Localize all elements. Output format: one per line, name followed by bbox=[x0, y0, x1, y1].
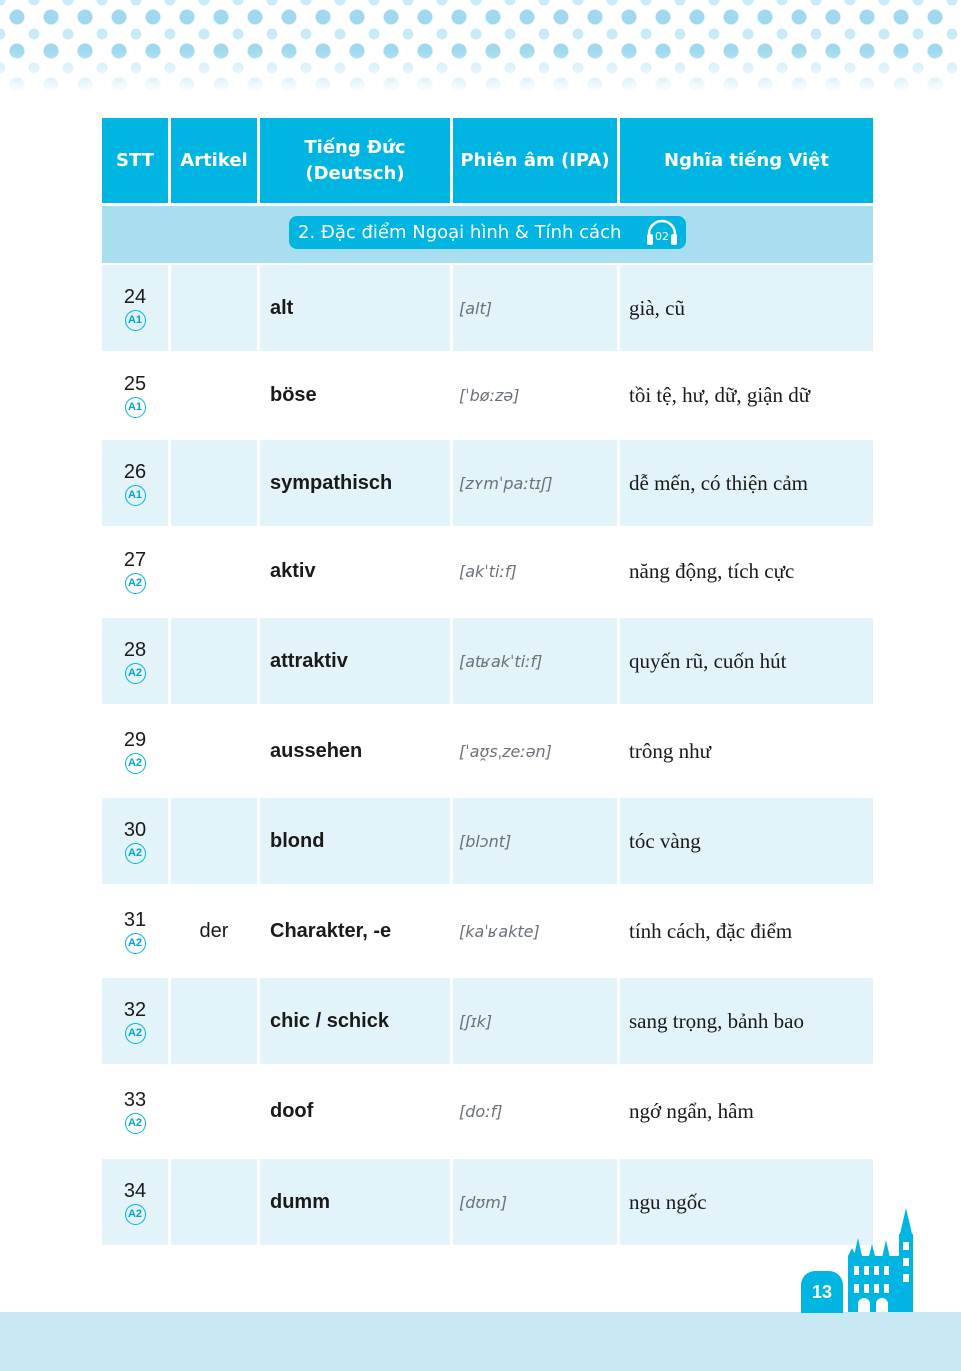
ipa-transcription: [blɔnt] bbox=[453, 798, 617, 884]
artikel-cell: der bbox=[199, 919, 229, 942]
level-badge: A2 bbox=[125, 753, 146, 774]
german-word: böse bbox=[270, 383, 317, 406]
german-word: dumm bbox=[260, 1159, 450, 1245]
row-number: 25 bbox=[123, 373, 147, 395]
artikel-cell bbox=[171, 352, 257, 438]
header-ipa: Phiên âm (IPA) bbox=[453, 118, 617, 203]
header-german-line2: (Deutsch) bbox=[305, 162, 405, 184]
table-header bbox=[102, 118, 873, 203]
table-row bbox=[102, 978, 873, 1064]
row-number: 30 bbox=[123, 819, 147, 841]
artikel-cell bbox=[171, 798, 257, 884]
page-number: 13 bbox=[801, 1271, 843, 1313]
ipa-transcription: [ʃɪk] bbox=[453, 978, 617, 1064]
row-number: 27 bbox=[123, 549, 147, 571]
german-word: Charakter, -e bbox=[270, 919, 392, 942]
level-badge: A2 bbox=[125, 1204, 146, 1225]
ipa-transcription: [atʁakˈtiːf] bbox=[453, 618, 617, 704]
ipa-transcription: [ˈaʊ̯sˌzeːən] bbox=[459, 741, 552, 761]
stt-cell bbox=[102, 708, 168, 794]
row-number: 34 bbox=[123, 1180, 147, 1202]
headphones-icon[interactable] bbox=[645, 219, 679, 247]
stt-cell bbox=[102, 888, 168, 974]
header-german-line1: Tiếng Đức bbox=[304, 136, 406, 158]
german-word: blond bbox=[260, 798, 450, 884]
german-word: aussehen bbox=[270, 739, 363, 762]
row-number: 26 bbox=[123, 461, 147, 483]
row-number: 31 bbox=[123, 909, 147, 931]
vietnamese-meaning: già, cũ bbox=[620, 265, 873, 351]
artikel-cell bbox=[171, 1159, 257, 1245]
artikel-cell bbox=[171, 265, 257, 351]
artikel-cell bbox=[171, 618, 257, 704]
level-badge: A1 bbox=[125, 485, 146, 506]
footer-band bbox=[0, 1312, 961, 1371]
stt-cell bbox=[102, 978, 168, 1064]
vietnamese-meaning: tính cách, đặc điểm bbox=[629, 918, 793, 943]
vocabulary-table bbox=[102, 118, 873, 203]
stt-cell bbox=[102, 528, 168, 614]
level-badge: A2 bbox=[125, 573, 146, 594]
stt-cell bbox=[102, 1159, 168, 1245]
german-word: doof bbox=[270, 1099, 314, 1122]
table-row bbox=[102, 352, 873, 438]
table-row bbox=[102, 888, 873, 974]
level-badge: A2 bbox=[125, 663, 146, 684]
german-word: aktiv bbox=[270, 559, 316, 582]
ipa-transcription: [zʏmˈpaːtɪʃ] bbox=[453, 440, 617, 526]
table-row bbox=[102, 798, 873, 884]
vietnamese-meaning: sang trọng, bảnh bao bbox=[620, 978, 873, 1064]
vietnamese-meaning: quyến rũ, cuốn hút bbox=[620, 618, 873, 704]
stt-cell bbox=[102, 798, 168, 884]
ipa-transcription: [kaˈʁakte] bbox=[459, 921, 540, 941]
level-badge: A1 bbox=[125, 310, 146, 331]
artikel-cell bbox=[171, 440, 257, 526]
row-number: 28 bbox=[123, 639, 147, 661]
artikel-cell bbox=[171, 528, 257, 614]
vietnamese-meaning: ngu ngốc bbox=[620, 1159, 873, 1245]
table-row bbox=[102, 265, 873, 351]
stt-cell bbox=[102, 618, 168, 704]
row-number: 24 bbox=[123, 286, 147, 308]
artikel-cell bbox=[171, 1068, 257, 1154]
vietnamese-meaning: năng động, tích cực bbox=[629, 558, 795, 583]
table-row bbox=[102, 1068, 873, 1154]
stt-cell bbox=[102, 1068, 168, 1154]
vietnamese-meaning: tồi tệ, hư, dữ, giận dữ bbox=[629, 382, 811, 407]
artikel-cell bbox=[171, 708, 257, 794]
table-row bbox=[102, 618, 873, 704]
row-number: 29 bbox=[123, 729, 147, 751]
german-word: sympathisch bbox=[260, 440, 450, 526]
table-row bbox=[102, 440, 873, 526]
header-meaning: Nghĩa tiếng Việt bbox=[620, 118, 873, 203]
german-word: chic / schick bbox=[260, 978, 450, 1064]
ipa-transcription: [alt] bbox=[453, 265, 617, 351]
table-row bbox=[102, 1159, 873, 1245]
ipa-transcription: [akˈtiːf] bbox=[459, 561, 517, 581]
header-german bbox=[260, 118, 450, 203]
townhall-illustration bbox=[846, 1208, 924, 1312]
level-badge: A2 bbox=[125, 933, 146, 954]
german-word: alt bbox=[260, 265, 450, 351]
level-badge: A1 bbox=[125, 397, 146, 418]
header-artikel: Artikel bbox=[171, 118, 257, 203]
german-word: attraktiv bbox=[260, 618, 450, 704]
ipa-transcription: [ˈbøːzə] bbox=[459, 385, 520, 405]
header-stt: STT bbox=[102, 118, 168, 203]
ipa-transcription: [dʊm] bbox=[453, 1159, 617, 1245]
section-title-pill bbox=[289, 216, 686, 249]
row-number: 33 bbox=[123, 1089, 147, 1111]
table-row bbox=[102, 528, 873, 614]
stt-cell bbox=[102, 352, 168, 438]
vietnamese-meaning: ngớ ngẩn, hâm bbox=[629, 1098, 754, 1123]
stt-cell bbox=[102, 440, 168, 526]
section-title: 2. Đặc điểm Ngoại hình & Tính cách bbox=[298, 222, 622, 243]
artikel-cell bbox=[171, 978, 257, 1064]
vietnamese-meaning: trông như bbox=[629, 738, 711, 763]
ipa-transcription: [doːf] bbox=[459, 1101, 503, 1121]
level-badge: A2 bbox=[125, 843, 146, 864]
level-badge: A2 bbox=[125, 1113, 146, 1134]
row-number: 32 bbox=[123, 999, 147, 1021]
table-row bbox=[102, 708, 873, 794]
stt-cell bbox=[102, 265, 168, 351]
level-badge: A2 bbox=[125, 1023, 146, 1044]
decorative-pattern-header bbox=[0, 0, 961, 92]
vietnamese-meaning: dễ mến, có thiện cảm bbox=[620, 440, 873, 526]
vietnamese-meaning: tóc vàng bbox=[620, 798, 873, 884]
audio-track-number: 02 bbox=[655, 230, 669, 243]
